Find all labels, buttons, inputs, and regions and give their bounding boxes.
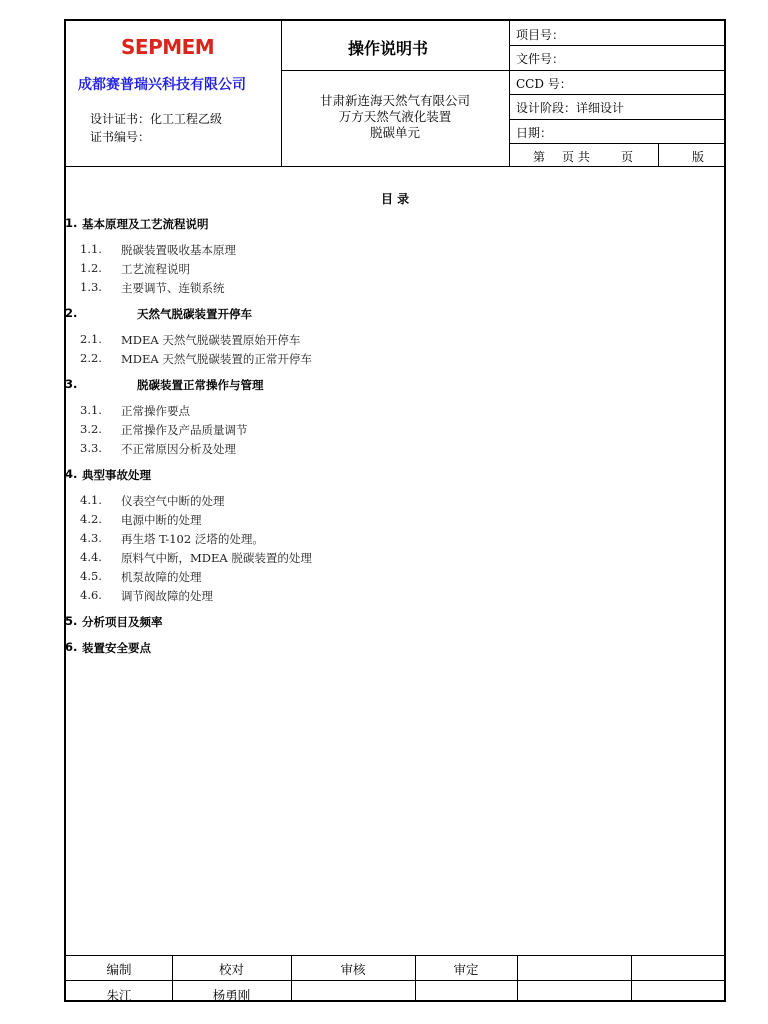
toc-section-title: 天然气脱碳装置开停车 — [137, 307, 252, 321]
toc-item-number: 4.6. — [80, 588, 102, 602]
toc-item-title: 电源中断的处理 — [121, 513, 202, 527]
toc-item-title: 机泵故障的处理 — [121, 570, 202, 584]
toc-item-number: 4.2. — [80, 512, 102, 526]
toc-item-number: 2.2. — [80, 351, 102, 365]
company-name: 成都赛普瑞兴科技有限公司 — [78, 77, 246, 93]
toc-section-title: 脱碳装置正常操作与管理 — [137, 378, 264, 392]
meta-rule-2 — [509, 70, 724, 71]
signoff-label-reviewed: 审核 — [340, 962, 366, 977]
toc-item-title: MDEA 天然气脱碳装置的正常开停车 — [121, 352, 312, 366]
toc-item-title: 脱碳装置吸收基本原理 — [121, 243, 236, 257]
date-label: 日期： — [516, 126, 553, 140]
toc-item-number: 1.3. — [80, 280, 102, 294]
toc-section-number: 1. — [65, 216, 78, 230]
design-stage-label: 设计阶段：详细设计 — [516, 101, 625, 115]
page-number-prefix: 第 — [533, 150, 546, 164]
signoff-name-prepared: 朱江 — [106, 988, 132, 1003]
toc-item-title: 再生塔 T-102 泛塔的处理。 — [121, 532, 264, 546]
meta-rule-3 — [509, 94, 724, 95]
document-frame — [64, 19, 726, 1002]
page-total-suffix: 页 — [621, 150, 634, 164]
design-certificate: 设计证书：化工工程乙级 — [90, 112, 223, 126]
toc-item-title: 调节阀故障的处理 — [121, 589, 213, 603]
toc-item-title: 仪表空气中断的处理 — [121, 494, 225, 508]
toc-item-title: 不正常原因分析及处理 — [121, 442, 236, 456]
toc-title: 目 录 — [381, 192, 410, 206]
toc-item-number: 1.1. — [80, 242, 102, 256]
project-name-block — [281, 93, 509, 141]
signoff-divider — [517, 955, 518, 1000]
toc-section-title: 典型事故处理 — [82, 468, 151, 482]
page-of-total: 页 共 — [562, 150, 590, 164]
ccd-number-label: CCD 号： — [516, 77, 572, 91]
certificate-number: 证书编号： — [90, 130, 151, 144]
toc-section-title: 装置安全要点 — [82, 641, 151, 655]
toc-item-title: 工艺流程说明 — [121, 262, 190, 276]
toc-item-title: 正常操作要点 — [121, 404, 190, 418]
signoff-top-rule — [66, 955, 724, 956]
signoff-label-approved: 审定 — [453, 962, 479, 977]
meta-rule-4 — [509, 119, 724, 120]
signoff-label-prepared: 编制 — [106, 962, 132, 977]
toc-section-number: 4. — [65, 467, 78, 481]
toc-item-number: 3.1. — [80, 403, 102, 417]
toc-item-number: 1.2. — [80, 261, 102, 275]
toc-section-number: 5. — [65, 614, 78, 628]
signoff-name-checked: 杨勇刚 — [212, 988, 251, 1003]
toc-item-title: 正常操作及产品质量调节 — [121, 423, 248, 437]
toc-item-title: 原料气中断，MDEA 脱碳装置的处理 — [121, 551, 312, 565]
signoff-mid-rule — [66, 980, 724, 981]
project-line-2: 万方天然气液化装置 — [338, 109, 452, 124]
meta-rule-5 — [509, 143, 724, 144]
toc-item-number: 4.1. — [80, 493, 102, 507]
toc-section-title: 基本原理及工艺流程说明 — [82, 217, 209, 231]
project-line-3: 脱碳单元 — [369, 125, 420, 140]
toc-item-title: MDEA 天然气脱碳装置原始开停车 — [121, 333, 301, 347]
file-number-label: 文件号： — [516, 52, 565, 66]
toc-item-number: 3.3. — [80, 441, 102, 455]
toc-section-title: 分析项目及频率 — [82, 615, 163, 629]
header-bottom-rule — [66, 166, 724, 167]
toc-item-number: 2.1. — [80, 332, 102, 346]
title-rule — [281, 70, 509, 71]
toc-item-number: 4.5. — [80, 569, 102, 583]
toc-item-number: 3.2. — [80, 422, 102, 436]
meta-rule-1 — [509, 45, 724, 46]
toc-item-title: 主要调节、连锁系统 — [121, 281, 225, 295]
toc-section-number: 3. — [65, 377, 78, 391]
signoff-label-checked: 校对 — [218, 962, 244, 977]
revision-label: 版 — [692, 150, 705, 164]
page-row-divider — [658, 143, 659, 166]
toc-section-number: 6. — [65, 640, 78, 654]
signoff-divider — [631, 955, 632, 1000]
toc-item-number: 4.4. — [80, 550, 102, 564]
toc-item-number: 4.3. — [80, 531, 102, 545]
document-title: 操作说明书 — [348, 39, 429, 58]
toc-section-number: 2. — [65, 306, 78, 320]
project-number-label: 项目号： — [516, 28, 565, 42]
company-logo: SEPMEM — [121, 35, 215, 59]
project-line-1: 甘肃新连海天然气有限公司 — [319, 93, 470, 108]
